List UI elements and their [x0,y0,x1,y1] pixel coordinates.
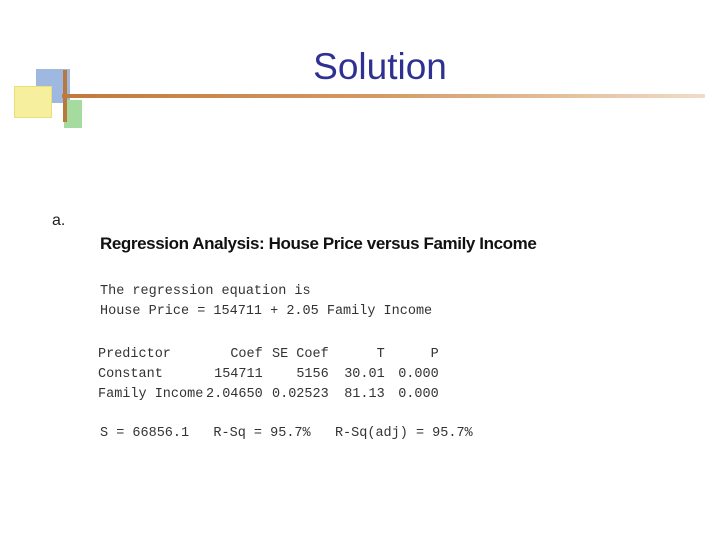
coefficient-table [98,344,439,404]
regression-equation: House Price = 154711 + 2.05 Family Income [100,304,433,319]
slide-title: Solution [313,46,447,87]
fit-summary: S = 66856.1 R-Sq = 95.7% R-Sq(adj) = 95.7% [100,426,473,441]
table-cell: Family Income [98,386,204,402]
column-header: SE Coef [272,346,329,362]
table-cell: 30.01 [344,366,385,382]
table-cell: 0.000 [398,366,439,382]
column-header: Predictor [98,346,171,362]
table-row [98,364,439,384]
output-heading: Regression Analysis: House Price versus Family Income [100,234,537,253]
column-header: P [430,346,439,362]
table-cell: 0.000 [398,386,439,402]
column-header: Coef [230,346,263,362]
column-header: T [376,346,385,362]
table-cell: Constant [98,366,163,382]
table-cell: 2.04650 [206,386,263,402]
table-cell: 0.02523 [272,386,329,402]
table-cell: 81.13 [344,386,385,402]
table-row [98,384,439,404]
equation-intro: The regression equation is [100,284,311,299]
item-label: a. [52,212,66,229]
logo-yellow-square [14,86,52,118]
title-underline [62,94,705,98]
table-header-row [98,344,439,364]
table-cell: 154711 [214,366,263,382]
table-cell: 5156 [296,366,329,382]
